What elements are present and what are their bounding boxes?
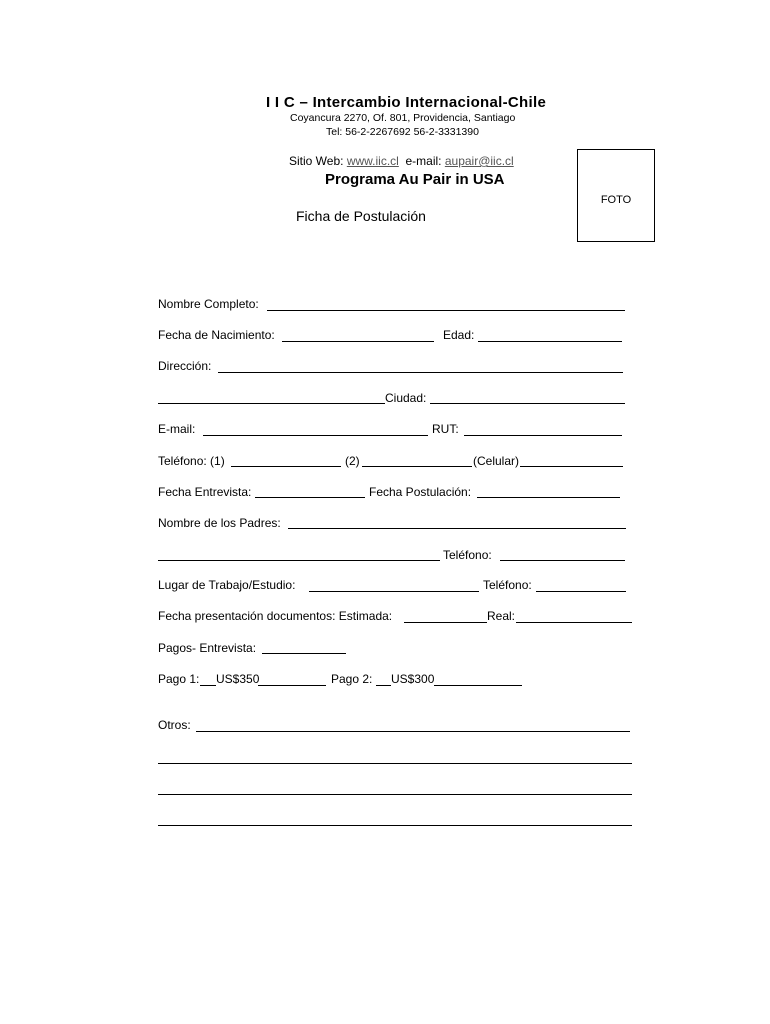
- field-padres-2[interactable]: [158, 560, 440, 561]
- label-telefono: Teléfono: (1): [158, 454, 225, 468]
- photo-box: [577, 149, 655, 242]
- form-title: Ficha de Postulación: [296, 208, 426, 224]
- email-prefix: e-mail:: [398, 154, 445, 168]
- field-telefono-1[interactable]: [231, 466, 341, 467]
- field-pago-1[interactable]: [258, 685, 326, 686]
- field-nacimiento[interactable]: [282, 341, 434, 342]
- field-pago-2-pre[interactable]: [376, 685, 391, 686]
- label-fecha-postulacion: Fecha Postulación:: [369, 485, 472, 499]
- field-direccion-2[interactable]: [158, 403, 385, 404]
- field-rut[interactable]: [464, 435, 622, 436]
- label-lugar-trabajo: Lugar de Trabajo/Estudio:: [158, 578, 296, 592]
- field-padres[interactable]: [288, 528, 626, 529]
- field-telefono-2[interactable]: [362, 466, 472, 467]
- field-pago-1-pre[interactable]: [200, 685, 216, 686]
- label-nacimiento: Fecha de Nacimiento:: [158, 328, 275, 342]
- contact-line: [289, 154, 514, 168]
- field-nombre[interactable]: [267, 310, 625, 311]
- label-otros: Otros:: [158, 718, 191, 732]
- field-ciudad[interactable]: [430, 403, 625, 404]
- field-pagos-entrevista[interactable]: [262, 653, 346, 654]
- label-edad: Edad:: [443, 328, 475, 342]
- label-nombre: Nombre Completo:: [158, 297, 259, 311]
- field-otros-2[interactable]: [158, 763, 632, 764]
- website-link[interactable]: www.iic.cl: [346, 154, 399, 168]
- pago-2-amount: US$300: [391, 672, 435, 686]
- label-celular: (Celular): [473, 454, 520, 468]
- label-rut: RUT:: [432, 422, 459, 436]
- email-link[interactable]: aupair@iic.cl: [444, 154, 514, 168]
- field-telefono-trabajo[interactable]: [536, 591, 626, 592]
- label-email: E-mail:: [158, 422, 196, 436]
- field-direccion[interactable]: [218, 372, 623, 373]
- field-email[interactable]: [203, 435, 428, 436]
- field-edad[interactable]: [478, 341, 622, 342]
- photo-label: FOTO: [600, 194, 632, 206]
- field-lugar-trabajo[interactable]: [309, 591, 479, 592]
- label-real: Real:: [487, 609, 516, 623]
- field-otros-4[interactable]: [158, 825, 632, 826]
- field-fecha-entrevista[interactable]: [255, 497, 365, 498]
- label-telefono-padres: Teléfono:: [443, 548, 492, 562]
- label-direccion: Dirección:: [158, 359, 212, 373]
- label-ciudad: Ciudad:: [385, 391, 427, 405]
- field-celular[interactable]: [520, 466, 623, 467]
- web-prefix: Sitio Web:: [289, 154, 347, 168]
- label-fecha-entrevista: Fecha Entrevista:: [158, 485, 252, 499]
- address-text: Coyancura 2270, Of. 801, Providencia, Santiago: [290, 112, 516, 124]
- label-fecha-docs: Fecha presentación documentos: Estimada:: [158, 609, 393, 623]
- label-pago-2: Pago 2:: [331, 672, 373, 686]
- field-otros-3[interactable]: [158, 794, 632, 795]
- organization-title: I I C – Intercambio Internacional-Chile: [266, 94, 547, 111]
- phones-text: Tel: 56-2-2267692 56-2-3331390: [326, 126, 479, 138]
- label-pagos: Pagos- Entrevista:: [158, 641, 257, 655]
- field-otros[interactable]: [196, 731, 630, 732]
- label-pago-1: Pago 1:: [158, 672, 200, 686]
- field-telefono-padres[interactable]: [500, 560, 625, 561]
- field-fecha-postulacion[interactable]: [477, 497, 620, 498]
- pago-1-amount: US$350: [216, 672, 260, 686]
- field-fecha-estimada[interactable]: [404, 622, 487, 623]
- program-title: Programa Au Pair in USA: [325, 171, 505, 188]
- label-telefono-2: (2): [345, 454, 360, 468]
- field-fecha-real[interactable]: [516, 622, 632, 623]
- label-padres: Nombre de los Padres:: [158, 516, 281, 530]
- label-telefono-trabajo: Teléfono:: [483, 578, 532, 592]
- field-pago-2[interactable]: [434, 685, 522, 686]
